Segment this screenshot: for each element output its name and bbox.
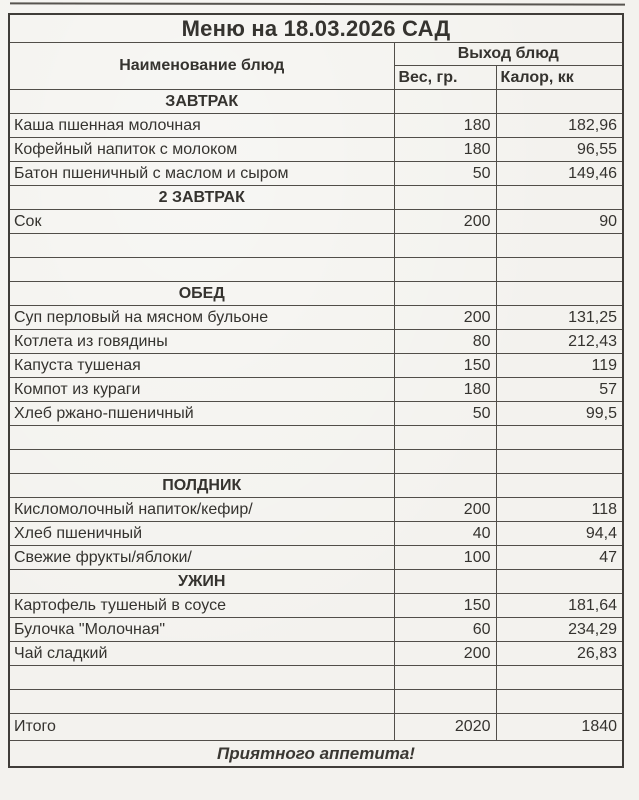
- empty-row: [9, 666, 623, 690]
- empty-calories-cell: [496, 186, 623, 210]
- dish-calories: 118: [496, 498, 623, 522]
- dish-weight: 80: [394, 330, 496, 354]
- empty-name-cell: [9, 666, 394, 690]
- dish-row: [9, 210, 623, 234]
- section-row: [9, 282, 623, 306]
- section-label: ПОЛДНИК: [9, 474, 394, 498]
- footer-row: [9, 741, 623, 768]
- empty-calories-cell: [496, 282, 623, 306]
- dish-row: [9, 138, 623, 162]
- dish-calories: 99,5: [496, 402, 623, 426]
- dish-row: [9, 114, 623, 138]
- dish-weight: 150: [394, 354, 496, 378]
- empty-weight-cell: [394, 258, 496, 282]
- empty-calories-cell: [496, 690, 623, 714]
- empty-calories-cell: [496, 426, 623, 450]
- dish-name: Кисломолочный напиток/кефир/: [9, 498, 394, 522]
- empty-weight-cell: [394, 690, 496, 714]
- total-label: Итого: [9, 714, 394, 741]
- dish-calories: 90: [496, 210, 623, 234]
- dish-row: [9, 402, 623, 426]
- footer-message: Приятного аппетита!: [9, 741, 623, 768]
- dish-row: [9, 618, 623, 642]
- title-row: [9, 14, 623, 43]
- dish-calories: 96,55: [496, 138, 623, 162]
- dish-calories: 94,4: [496, 522, 623, 546]
- empty-weight-cell: [394, 90, 496, 114]
- dish-weight: 180: [394, 114, 496, 138]
- dish-name: Капуста тушеная: [9, 354, 394, 378]
- empty-weight-cell: [394, 450, 496, 474]
- empty-weight-cell: [394, 474, 496, 498]
- dish-weight: 180: [394, 138, 496, 162]
- empty-calories-cell: [496, 666, 623, 690]
- empty-calories-cell: [496, 474, 623, 498]
- dish-calories: 57: [496, 378, 623, 402]
- dish-name: Картофель тушеный в соусе: [9, 594, 394, 618]
- header-row-top: [9, 43, 623, 66]
- dish-name: Кофейный напиток с молоком: [9, 138, 394, 162]
- empty-weight-cell: [394, 234, 496, 258]
- dish-name: Чай сладкий: [9, 642, 394, 666]
- dish-row: [9, 306, 623, 330]
- table-body: [9, 90, 623, 741]
- dish-row: [9, 522, 623, 546]
- section-row: [9, 570, 623, 594]
- empty-row: [9, 690, 623, 714]
- dish-row: [9, 354, 623, 378]
- scan-edge-line: [10, 2, 625, 5]
- section-label: УЖИН: [9, 570, 394, 594]
- dish-weight: 60: [394, 618, 496, 642]
- dish-calories: 234,29: [496, 618, 623, 642]
- dish-calories: 212,43: [496, 330, 623, 354]
- empty-calories-cell: [496, 90, 623, 114]
- section-label: ОБЕД: [9, 282, 394, 306]
- dish-weight: 200: [394, 306, 496, 330]
- empty-weight-cell: [394, 282, 496, 306]
- dish-row: [9, 546, 623, 570]
- dish-name: Свежие фрукты/яблоки/: [9, 546, 394, 570]
- empty-calories-cell: [496, 234, 623, 258]
- dish-name: Сок: [9, 210, 394, 234]
- dish-calories: 181,64: [496, 594, 623, 618]
- dish-weight: 150: [394, 594, 496, 618]
- empty-name-cell: [9, 690, 394, 714]
- menu-table: [8, 13, 624, 768]
- empty-row: [9, 234, 623, 258]
- dish-calories: 119: [496, 354, 623, 378]
- empty-weight-cell: [394, 666, 496, 690]
- empty-name-cell: [9, 234, 394, 258]
- section-row: [9, 186, 623, 210]
- empty-row: [9, 450, 623, 474]
- dish-name: Суп перловый на мясном бульоне: [9, 306, 394, 330]
- column-header-calories: Калор, кк: [496, 66, 623, 90]
- column-header-name: Наименование блюд: [9, 43, 394, 90]
- dish-weight: 50: [394, 162, 496, 186]
- dish-weight: 50: [394, 402, 496, 426]
- dish-name: Булочка "Молочная": [9, 618, 394, 642]
- section-row: [9, 474, 623, 498]
- dish-row: [9, 162, 623, 186]
- empty-calories-cell: [496, 450, 623, 474]
- section-label: 2 ЗАВТРАК: [9, 186, 394, 210]
- empty-weight-cell: [394, 426, 496, 450]
- dish-weight: 200: [394, 498, 496, 522]
- dish-calories: 47: [496, 546, 623, 570]
- dish-calories: 26,83: [496, 642, 623, 666]
- dish-row: [9, 642, 623, 666]
- dish-calories: 131,25: [496, 306, 623, 330]
- dish-name: Батон пшеничный с маслом и сыром: [9, 162, 394, 186]
- dish-name: Каша пшенная молочная: [9, 114, 394, 138]
- dish-name: Котлета из говядины: [9, 330, 394, 354]
- dish-calories: 149,46: [496, 162, 623, 186]
- total-calories: 1840: [496, 714, 623, 741]
- page-title: Меню на 18.03.2026 САД: [9, 14, 623, 43]
- empty-weight-cell: [394, 186, 496, 210]
- section-row: [9, 90, 623, 114]
- dish-row: [9, 378, 623, 402]
- empty-name-cell: [9, 450, 394, 474]
- dish-weight: 200: [394, 642, 496, 666]
- dish-weight: 100: [394, 546, 496, 570]
- empty-row: [9, 258, 623, 282]
- dish-row: [9, 594, 623, 618]
- column-header-weight: Вес, гр.: [394, 66, 496, 90]
- dish-weight: 180: [394, 378, 496, 402]
- total-row: [9, 714, 623, 741]
- total-weight: 2020: [394, 714, 496, 741]
- empty-name-cell: [9, 426, 394, 450]
- section-label: ЗАВТРАК: [9, 90, 394, 114]
- dish-name: Хлеб пшеничный: [9, 522, 394, 546]
- dish-name: Компот из кураги: [9, 378, 394, 402]
- dish-row: [9, 498, 623, 522]
- dish-name: Хлеб ржано-пшеничный: [9, 402, 394, 426]
- empty-calories-cell: [496, 258, 623, 282]
- dish-weight: 200: [394, 210, 496, 234]
- empty-calories-cell: [496, 570, 623, 594]
- empty-row: [9, 426, 623, 450]
- dish-weight: 40: [394, 522, 496, 546]
- empty-name-cell: [9, 258, 394, 282]
- dish-row: [9, 330, 623, 354]
- empty-weight-cell: [394, 570, 496, 594]
- dish-calories: 182,96: [496, 114, 623, 138]
- column-group-header-output: Выход блюд: [394, 43, 623, 66]
